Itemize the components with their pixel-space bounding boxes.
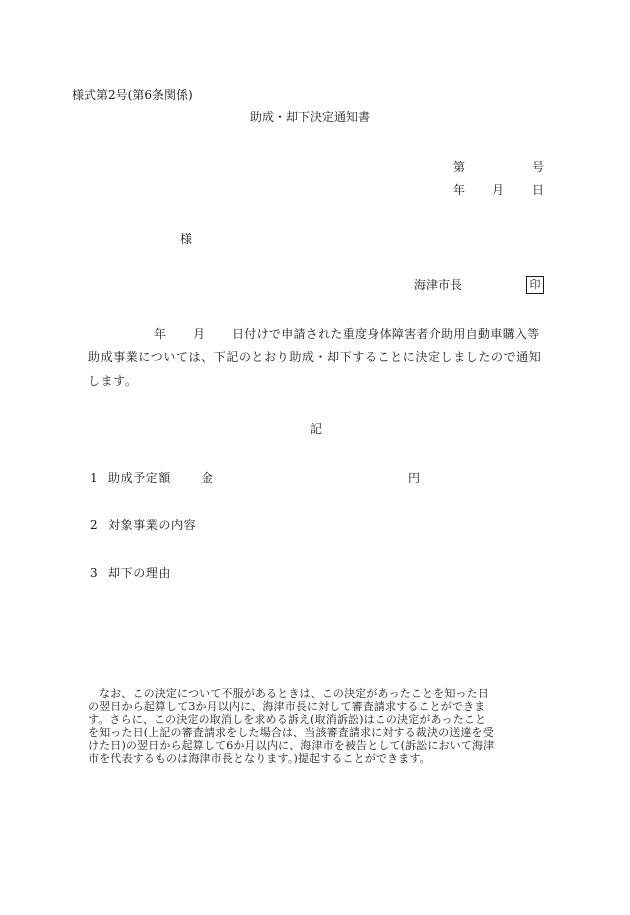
recipient-honorific: 様 (180, 232, 193, 246)
body-line-1: 日付けで申請された重度身体障害者介助用自動車購入等 (232, 327, 540, 341)
form-number: 様式第2号(第6条関係) (72, 88, 193, 102)
notice-line: す。さらに、この決定の取消しを求める訴え(取消訴訟)はこの決定があったこと (88, 713, 487, 726)
issuer-name: 海津市長 (414, 278, 463, 292)
doc-number-suffix: 号 (532, 160, 545, 174)
appeal-notice (88, 687, 548, 765)
date-month: 月 (492, 183, 505, 197)
item-1-label: 助成予定額 (108, 471, 172, 485)
seal-mark: 印 (526, 276, 544, 294)
notice-line: けた日)の翌日から起算して6か月以内に、海津市を被告として(訴訟において海津 (88, 739, 495, 752)
item-3-number: 3 (90, 566, 98, 580)
date-day: 日 (532, 183, 545, 197)
body-line-3: します。 (88, 374, 138, 388)
date-year: 年 (453, 183, 466, 197)
notice-line: を知った日(上記の審査請求をした場合は、当該審査請求に対する裁決の送達を受 (88, 726, 494, 739)
item-1-unit: 円 (408, 471, 421, 485)
body-line-2: 助成事業については、下記のとおり助成・却下することに決定しましたので通知 (88, 350, 542, 364)
body-month: 月 (193, 327, 206, 341)
ki-heading: 記 (310, 422, 323, 436)
item-1-prefix: 金 (201, 471, 214, 485)
body-year: 年 (154, 327, 167, 341)
item-3-label: 却下の理由 (108, 566, 172, 580)
item-2-label: 対象事業の内容 (108, 518, 197, 532)
document-title: 助成・却下決定通知書 (250, 110, 371, 124)
doc-number-prefix: 第 (453, 160, 466, 174)
notice-line: なお、この決定について不服があるときは、この決定があったことを知った日 (99, 687, 489, 700)
item-1-number: 1 (90, 471, 98, 485)
notice-line: 市を代表するものは海津市長となります。)提起することができます。 (88, 752, 431, 765)
item-2-number: 2 (90, 518, 98, 532)
notice-line: の翌日から起算して3か月以内に、海津市長に対して審査請求することができま (88, 700, 486, 713)
